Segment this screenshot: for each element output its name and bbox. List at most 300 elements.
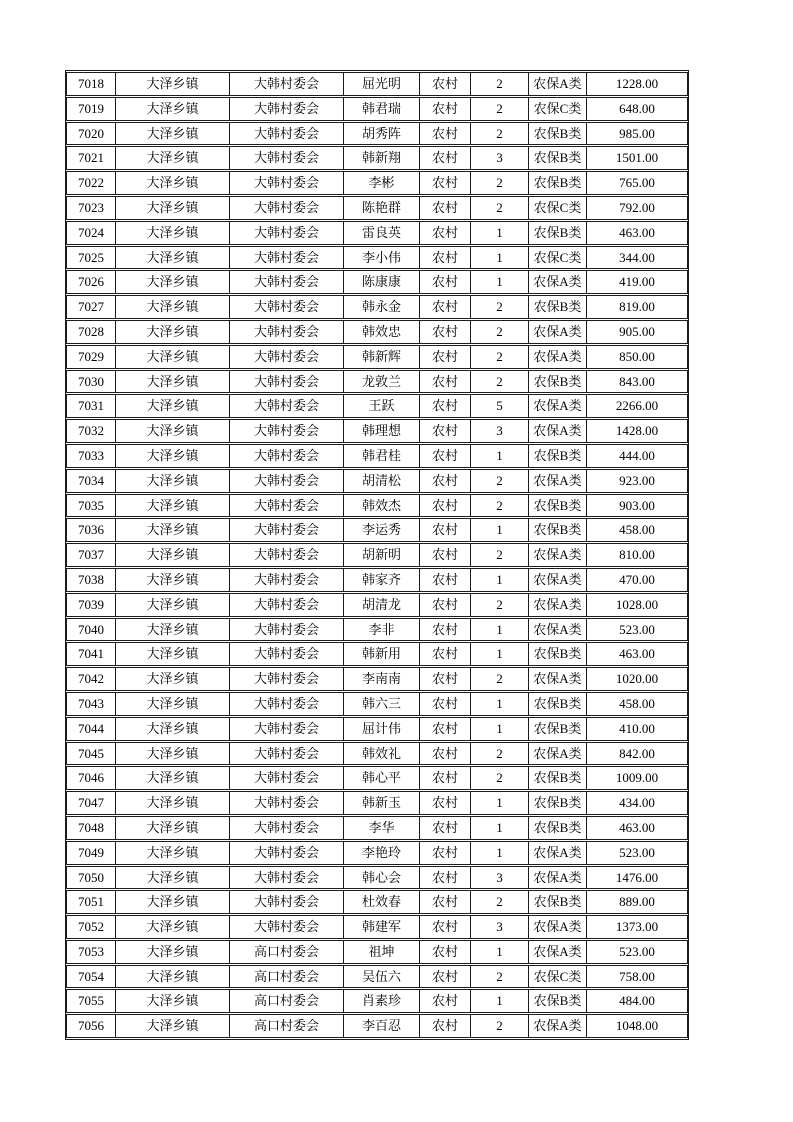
table-row (66, 890, 688, 914)
cell-residence-type: 农村 (420, 295, 471, 319)
cell-township: 大泽乡镇 (116, 196, 230, 220)
cell-person-count: 3 (471, 419, 529, 443)
cell-village-committee: 大韩村委会 (230, 692, 344, 716)
cell-amount: 1373.00 (587, 915, 688, 939)
cell-record-id: 7038 (66, 568, 116, 592)
cell-insurance-category: 农保A类 (529, 618, 587, 642)
table-row (66, 965, 688, 989)
cell-amount: 923.00 (587, 469, 688, 493)
cell-village-committee: 大韩村委会 (230, 72, 344, 96)
cell-residence-type: 农村 (420, 989, 471, 1013)
cell-amount: 523.00 (587, 841, 688, 865)
cell-village-committee: 大韩村委会 (230, 221, 344, 245)
cell-residence-type: 农村 (420, 146, 471, 170)
table-row (66, 469, 688, 493)
table-row (66, 419, 688, 443)
cell-amount: 419.00 (587, 270, 688, 294)
cell-person-name: 韩君瑞 (344, 97, 420, 121)
cell-residence-type: 农村 (420, 72, 471, 96)
cell-township: 大泽乡镇 (116, 965, 230, 989)
cell-township: 大泽乡镇 (116, 221, 230, 245)
cell-person-name: 韩效杰 (344, 494, 420, 518)
cell-village-committee: 大韩村委会 (230, 246, 344, 270)
cell-amount: 470.00 (587, 568, 688, 592)
cell-township: 大泽乡镇 (116, 791, 230, 815)
cell-person-count: 1 (471, 444, 529, 468)
table-row (66, 989, 688, 1013)
cell-residence-type: 农村 (420, 345, 471, 369)
table-row (66, 866, 688, 890)
cell-amount: 1228.00 (587, 72, 688, 96)
cell-township: 大泽乡镇 (116, 717, 230, 741)
cell-amount: 444.00 (587, 444, 688, 468)
cell-record-id: 7050 (66, 866, 116, 890)
cell-amount: 905.00 (587, 320, 688, 344)
cell-person-count: 2 (471, 320, 529, 344)
cell-township: 大泽乡镇 (116, 667, 230, 691)
cell-residence-type: 农村 (420, 196, 471, 220)
cell-record-id: 7055 (66, 989, 116, 1013)
cell-village-committee: 大韩村委会 (230, 444, 344, 468)
cell-person-count: 1 (471, 568, 529, 592)
cell-record-id: 7029 (66, 345, 116, 369)
table-row (66, 394, 688, 418)
cell-amount: 810.00 (587, 543, 688, 567)
cell-amount: 463.00 (587, 221, 688, 245)
cell-record-id: 7023 (66, 196, 116, 220)
cell-residence-type: 农村 (420, 97, 471, 121)
cell-village-committee: 大韩村委会 (230, 816, 344, 840)
cell-insurance-category: 农保A类 (529, 915, 587, 939)
cell-person-count: 1 (471, 989, 529, 1013)
cell-person-count: 3 (471, 146, 529, 170)
cell-village-committee: 大韩村委会 (230, 345, 344, 369)
cell-village-committee: 高口村委会 (230, 965, 344, 989)
cell-residence-type: 农村 (420, 122, 471, 146)
cell-person-count: 2 (471, 742, 529, 766)
cell-village-committee: 大韩村委会 (230, 568, 344, 592)
cell-person-count: 5 (471, 394, 529, 418)
cell-person-count: 2 (471, 97, 529, 121)
cell-village-committee: 大韩村委会 (230, 295, 344, 319)
cell-record-id: 7028 (66, 320, 116, 344)
cell-person-name: 李南南 (344, 667, 420, 691)
cell-residence-type: 农村 (420, 742, 471, 766)
cell-record-id: 7024 (66, 221, 116, 245)
cell-insurance-category: 农保A类 (529, 593, 587, 617)
table-row (66, 1014, 688, 1038)
cell-township: 大泽乡镇 (116, 444, 230, 468)
cell-person-count: 2 (471, 171, 529, 195)
cell-insurance-category: 农保B类 (529, 370, 587, 394)
table-row (66, 444, 688, 468)
cell-township: 大泽乡镇 (116, 370, 230, 394)
cell-person-count: 2 (471, 494, 529, 518)
cell-township: 大泽乡镇 (116, 543, 230, 567)
cell-person-name: 韩心会 (344, 866, 420, 890)
cell-village-committee: 大韩村委会 (230, 97, 344, 121)
cell-person-name: 胡新明 (344, 543, 420, 567)
cell-insurance-category: 农保B类 (529, 122, 587, 146)
cell-person-count: 2 (471, 1014, 529, 1038)
cell-person-name: 韩永金 (344, 295, 420, 319)
cell-amount: 410.00 (587, 717, 688, 741)
cell-residence-type: 农村 (420, 444, 471, 468)
cell-amount: 463.00 (587, 816, 688, 840)
cell-village-committee: 大韩村委会 (230, 196, 344, 220)
cell-residence-type: 农村 (420, 593, 471, 617)
cell-residence-type: 农村 (420, 419, 471, 443)
cell-township: 大泽乡镇 (116, 890, 230, 914)
cell-township: 大泽乡镇 (116, 692, 230, 716)
cell-person-name: 肖素珍 (344, 989, 420, 1013)
cell-person-name: 韩建军 (344, 915, 420, 939)
cell-insurance-category: 农保A类 (529, 667, 587, 691)
cell-residence-type: 农村 (420, 246, 471, 270)
cell-residence-type: 农村 (420, 1014, 471, 1038)
cell-person-name: 韩新玉 (344, 791, 420, 815)
cell-record-id: 7037 (66, 543, 116, 567)
cell-village-committee: 大韩村委会 (230, 890, 344, 914)
cell-record-id: 7048 (66, 816, 116, 840)
cell-insurance-category: 农保B类 (529, 171, 587, 195)
cell-amount: 850.00 (587, 345, 688, 369)
cell-record-id: 7052 (66, 915, 116, 939)
cell-village-committee: 大韩村委会 (230, 593, 344, 617)
cell-village-committee: 大韩村委会 (230, 122, 344, 146)
cell-person-count: 1 (471, 717, 529, 741)
cell-record-id: 7036 (66, 518, 116, 542)
cell-person-count: 2 (471, 543, 529, 567)
cell-village-committee: 大韩村委会 (230, 915, 344, 939)
cell-amount: 1020.00 (587, 667, 688, 691)
cell-township: 大泽乡镇 (116, 742, 230, 766)
cell-person-name: 韩君桂 (344, 444, 420, 468)
cell-record-id: 7027 (66, 295, 116, 319)
cell-residence-type: 农村 (420, 270, 471, 294)
cell-township: 大泽乡镇 (116, 171, 230, 195)
table-row (66, 791, 688, 815)
cell-person-count: 2 (471, 72, 529, 96)
cell-insurance-category: 农保A类 (529, 320, 587, 344)
table-row (66, 568, 688, 592)
cell-amount: 1009.00 (587, 766, 688, 790)
cell-residence-type: 农村 (420, 370, 471, 394)
cell-amount: 792.00 (587, 196, 688, 220)
cell-person-count: 2 (471, 890, 529, 914)
table-row (66, 494, 688, 518)
table-row (66, 717, 688, 741)
cell-person-name: 李运秀 (344, 518, 420, 542)
cell-person-name: 雷良英 (344, 221, 420, 245)
cell-township: 大泽乡镇 (116, 915, 230, 939)
table-row (66, 146, 688, 170)
cell-insurance-category: 农保A类 (529, 568, 587, 592)
cell-township: 大泽乡镇 (116, 1014, 230, 1038)
cell-township: 大泽乡镇 (116, 419, 230, 443)
cell-record-id: 7022 (66, 171, 116, 195)
cell-person-count: 2 (471, 345, 529, 369)
cell-record-id: 7020 (66, 122, 116, 146)
cell-person-count: 2 (471, 469, 529, 493)
cell-insurance-category: 农保B类 (529, 642, 587, 666)
cell-amount: 1048.00 (587, 1014, 688, 1038)
table-row (66, 667, 688, 691)
cell-record-id: 7051 (66, 890, 116, 914)
cell-person-count: 3 (471, 915, 529, 939)
cell-township: 大泽乡镇 (116, 816, 230, 840)
table-row (66, 618, 688, 642)
cell-insurance-category: 农保A类 (529, 469, 587, 493)
cell-person-name: 韩新辉 (344, 345, 420, 369)
cell-amount: 458.00 (587, 518, 688, 542)
cell-residence-type: 农村 (420, 518, 471, 542)
cell-insurance-category: 农保A类 (529, 72, 587, 96)
cell-residence-type: 农村 (420, 940, 471, 964)
cell-village-committee: 大韩村委会 (230, 791, 344, 815)
table-row (66, 370, 688, 394)
cell-person-name: 屈计伟 (344, 717, 420, 741)
table-row (66, 295, 688, 319)
cell-record-id: 7018 (66, 72, 116, 96)
cell-township: 大泽乡镇 (116, 394, 230, 418)
cell-village-committee: 高口村委会 (230, 989, 344, 1013)
cell-person-name: 韩心平 (344, 766, 420, 790)
benefit-roster-table (66, 71, 688, 1039)
cell-residence-type: 农村 (420, 469, 471, 493)
cell-amount: 484.00 (587, 989, 688, 1013)
table-row (66, 320, 688, 344)
cell-residence-type: 农村 (420, 618, 471, 642)
table-row (66, 940, 688, 964)
cell-residence-type: 农村 (420, 394, 471, 418)
cell-insurance-category: 农保C类 (529, 97, 587, 121)
cell-village-committee: 大韩村委会 (230, 370, 344, 394)
cell-person-name: 胡清松 (344, 469, 420, 493)
table-row (66, 171, 688, 195)
cell-amount: 523.00 (587, 940, 688, 964)
cell-amount: 1476.00 (587, 866, 688, 890)
cell-amount: 458.00 (587, 692, 688, 716)
cell-township: 大泽乡镇 (116, 122, 230, 146)
table-row (66, 345, 688, 369)
cell-residence-type: 农村 (420, 915, 471, 939)
table-row (66, 816, 688, 840)
cell-residence-type: 农村 (420, 494, 471, 518)
table-row (66, 915, 688, 939)
cell-residence-type: 农村 (420, 965, 471, 989)
table-row (66, 742, 688, 766)
cell-insurance-category: 农保B类 (529, 791, 587, 815)
cell-village-committee: 大韩村委会 (230, 171, 344, 195)
cell-insurance-category: 农保A类 (529, 1014, 587, 1038)
cell-village-committee: 大韩村委会 (230, 419, 344, 443)
cell-record-id: 7034 (66, 469, 116, 493)
cell-residence-type: 农村 (420, 692, 471, 716)
cell-person-count: 3 (471, 866, 529, 890)
cell-person-name: 胡清龙 (344, 593, 420, 617)
cell-amount: 842.00 (587, 742, 688, 766)
cell-residence-type: 农村 (420, 221, 471, 245)
cell-record-id: 7030 (66, 370, 116, 394)
cell-person-name: 陈艳群 (344, 196, 420, 220)
cell-insurance-category: 农保C类 (529, 246, 587, 270)
cell-residence-type: 农村 (420, 642, 471, 666)
cell-record-id: 7056 (66, 1014, 116, 1038)
cell-person-count: 1 (471, 791, 529, 815)
cell-insurance-category: 农保B类 (529, 890, 587, 914)
cell-village-committee: 大韩村委会 (230, 742, 344, 766)
cell-township: 大泽乡镇 (116, 766, 230, 790)
cell-record-id: 7040 (66, 618, 116, 642)
cell-record-id: 7041 (66, 642, 116, 666)
cell-person-name: 李小伟 (344, 246, 420, 270)
table-row (66, 841, 688, 865)
cell-record-id: 7019 (66, 97, 116, 121)
cell-residence-type: 农村 (420, 717, 471, 741)
cell-village-committee: 高口村委会 (230, 940, 344, 964)
table-row (66, 122, 688, 146)
cell-township: 大泽乡镇 (116, 593, 230, 617)
cell-record-id: 7025 (66, 246, 116, 270)
cell-person-count: 1 (471, 940, 529, 964)
cell-person-count: 1 (471, 221, 529, 245)
cell-record-id: 7047 (66, 791, 116, 815)
cell-record-id: 7021 (66, 146, 116, 170)
cell-insurance-category: 农保A类 (529, 419, 587, 443)
cell-township: 大泽乡镇 (116, 146, 230, 170)
cell-person-count: 2 (471, 593, 529, 617)
cell-insurance-category: 农保B类 (529, 221, 587, 245)
cell-person-count: 1 (471, 618, 529, 642)
cell-village-committee: 大韩村委会 (230, 841, 344, 865)
cell-residence-type: 农村 (420, 766, 471, 790)
cell-person-name: 李彬 (344, 171, 420, 195)
cell-record-id: 7032 (66, 419, 116, 443)
cell-person-name: 韩六三 (344, 692, 420, 716)
cell-insurance-category: 农保B类 (529, 989, 587, 1013)
cell-amount: 463.00 (587, 642, 688, 666)
cell-person-count: 1 (471, 246, 529, 270)
cell-insurance-category: 农保A类 (529, 543, 587, 567)
table-row (66, 543, 688, 567)
cell-person-count: 2 (471, 295, 529, 319)
cell-residence-type: 农村 (420, 791, 471, 815)
cell-township: 大泽乡镇 (116, 841, 230, 865)
cell-insurance-category: 农保A类 (529, 841, 587, 865)
cell-residence-type: 农村 (420, 171, 471, 195)
cell-record-id: 7045 (66, 742, 116, 766)
cell-village-committee: 大韩村委会 (230, 642, 344, 666)
cell-insurance-category: 农保B类 (529, 295, 587, 319)
cell-village-committee: 大韩村委会 (230, 469, 344, 493)
cell-person-name: 屈光明 (344, 72, 420, 96)
cell-record-id: 7043 (66, 692, 116, 716)
cell-township: 大泽乡镇 (116, 345, 230, 369)
cell-township: 大泽乡镇 (116, 97, 230, 121)
cell-insurance-category: 农保B类 (529, 146, 587, 170)
cell-township: 大泽乡镇 (116, 72, 230, 96)
cell-amount: 819.00 (587, 295, 688, 319)
cell-village-committee: 大韩村委会 (230, 717, 344, 741)
table-row (66, 766, 688, 790)
cell-amount: 1501.00 (587, 146, 688, 170)
cell-person-name: 李华 (344, 816, 420, 840)
cell-residence-type: 农村 (420, 890, 471, 914)
cell-township: 大泽乡镇 (116, 295, 230, 319)
cell-person-count: 2 (471, 965, 529, 989)
cell-insurance-category: 农保B类 (529, 816, 587, 840)
table-row (66, 246, 688, 270)
cell-amount: 344.00 (587, 246, 688, 270)
cell-record-id: 7039 (66, 593, 116, 617)
cell-insurance-category: 农保A类 (529, 270, 587, 294)
cell-person-name: 韩效礼 (344, 742, 420, 766)
cell-person-count: 1 (471, 518, 529, 542)
cell-amount: 758.00 (587, 965, 688, 989)
cell-township: 大泽乡镇 (116, 940, 230, 964)
cell-township: 大泽乡镇 (116, 320, 230, 344)
cell-village-committee: 大韩村委会 (230, 518, 344, 542)
cell-insurance-category: 农保A类 (529, 742, 587, 766)
table-row (66, 593, 688, 617)
cell-residence-type: 农村 (420, 568, 471, 592)
cell-record-id: 7049 (66, 841, 116, 865)
cell-person-name: 李艳玲 (344, 841, 420, 865)
cell-insurance-category: 农保B类 (529, 766, 587, 790)
cell-person-name: 王跃 (344, 394, 420, 418)
cell-person-name: 韩理想 (344, 419, 420, 443)
cell-township: 大泽乡镇 (116, 246, 230, 270)
cell-insurance-category: 农保C类 (529, 196, 587, 220)
cell-residence-type: 农村 (420, 667, 471, 691)
roster-table-container (65, 70, 689, 1040)
cell-insurance-category: 农保B类 (529, 518, 587, 542)
cell-person-name: 吴伍六 (344, 965, 420, 989)
table-row (66, 642, 688, 666)
cell-residence-type: 农村 (420, 816, 471, 840)
cell-township: 大泽乡镇 (116, 989, 230, 1013)
cell-village-committee: 大韩村委会 (230, 320, 344, 344)
cell-residence-type: 农村 (420, 320, 471, 344)
cell-amount: 903.00 (587, 494, 688, 518)
cell-person-name: 祖坤 (344, 940, 420, 964)
cell-amount: 843.00 (587, 370, 688, 394)
cell-village-committee: 大韩村委会 (230, 270, 344, 294)
cell-record-id: 7054 (66, 965, 116, 989)
cell-township: 大泽乡镇 (116, 568, 230, 592)
cell-person-count: 2 (471, 196, 529, 220)
cell-township: 大泽乡镇 (116, 469, 230, 493)
cell-record-id: 7042 (66, 667, 116, 691)
cell-village-committee: 大韩村委会 (230, 766, 344, 790)
cell-person-count: 2 (471, 370, 529, 394)
cell-amount: 523.00 (587, 618, 688, 642)
cell-person-name: 龙敦兰 (344, 370, 420, 394)
cell-insurance-category: 农保C类 (529, 965, 587, 989)
cell-residence-type: 农村 (420, 866, 471, 890)
cell-person-count: 2 (471, 766, 529, 790)
table-row (66, 270, 688, 294)
cell-person-name: 韩新用 (344, 642, 420, 666)
cell-insurance-category: 农保B类 (529, 444, 587, 468)
cell-township: 大泽乡镇 (116, 866, 230, 890)
cell-record-id: 7031 (66, 394, 116, 418)
cell-township: 大泽乡镇 (116, 618, 230, 642)
cell-amount: 985.00 (587, 122, 688, 146)
cell-record-id: 7053 (66, 940, 116, 964)
cell-insurance-category: 农保A类 (529, 866, 587, 890)
